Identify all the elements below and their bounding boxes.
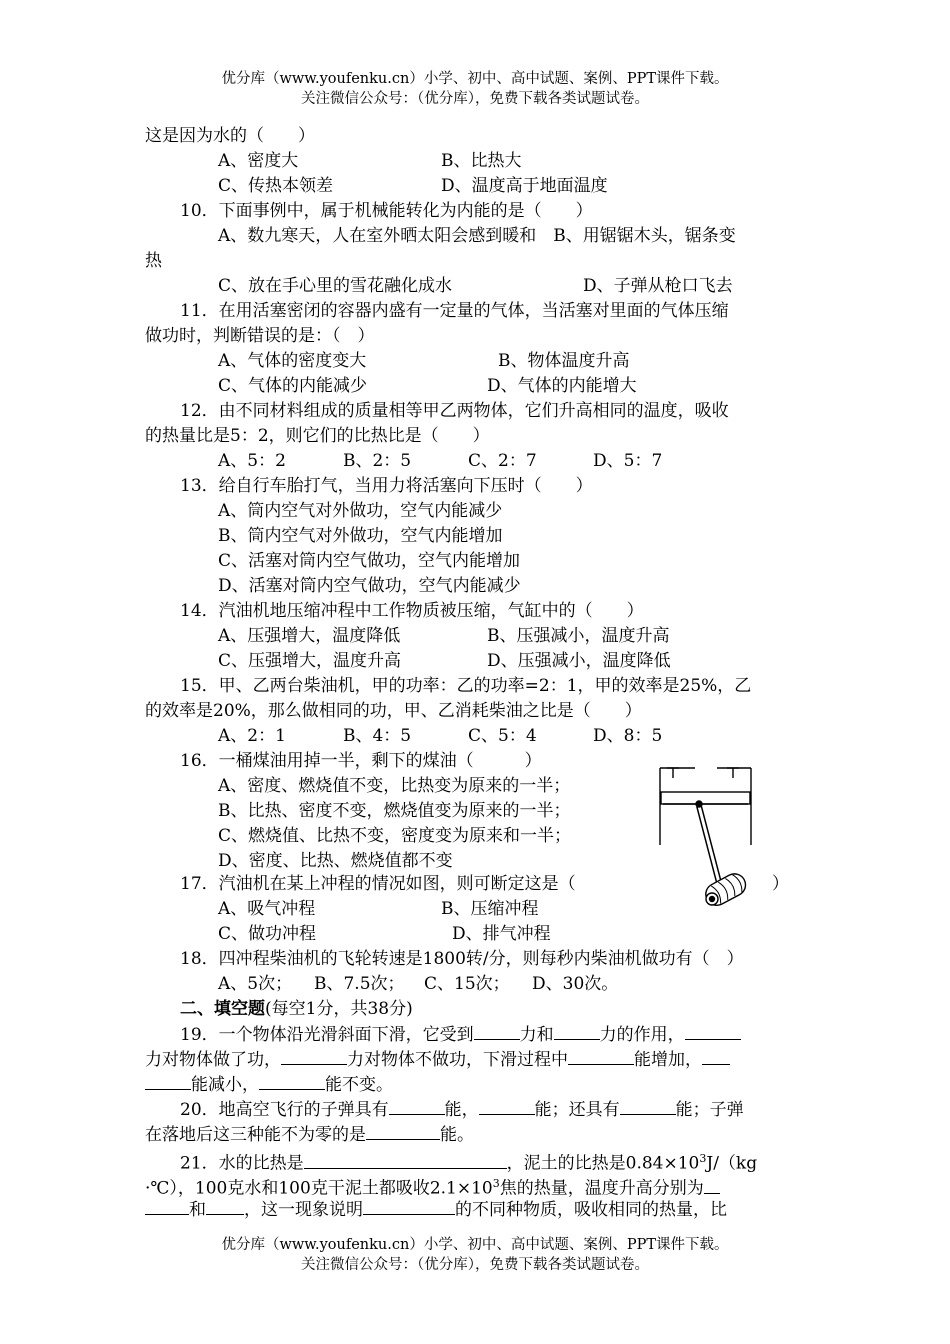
q12-option-b: B、2：5 xyxy=(343,451,412,471)
header-line-2: 关注微信公众号：（优分库），免费下载各类试题试卷。 xyxy=(301,91,649,107)
q21-line-1: 21．水的比热是 ，泥土的比热是$0.84\times 10^3J/(kg$ xyxy=(180,1152,758,1174)
section-2-note: (每空1分，共38分) xyxy=(265,999,413,1019)
q9-stem: 这是因为水的（ ） xyxy=(145,126,315,146)
q14-option-d: D、压强减小，温度降低 xyxy=(487,651,671,671)
q13-stem: 13．给自行车胎打气，当用力将活塞向下压时（ ） xyxy=(180,476,593,496)
q11-stem-1: 11．在用活塞密闭的容器内盛有一定量的气体，当活塞对里面的气体压缩 xyxy=(180,301,729,321)
header-line-1: 优分库（www.youfenku.cn）小学、初中、高中试题、案例、PPT课件下载。 xyxy=(221,71,729,87)
q9-option-d: D、温度高于地面温度 xyxy=(441,176,608,196)
q16-stem: 16．一桶煤油用掉一半，剩下的煤油（ ） xyxy=(180,751,542,771)
q16-option-c: C、燃烧值、比热不变，密度变为原来和一半； xyxy=(218,826,572,846)
section-2-title: 二、填空题 xyxy=(180,999,265,1019)
q14-option-a: A、压强增大，温度降低 xyxy=(218,626,401,646)
q21-line-2: ·℃），100克水和100克干泥土都吸收$2.1\times 10^3$焦的热量，温度升高分别为 xyxy=(145,1173,720,1200)
q15-stem-1: 15．甲、乙两台柴油机，甲的功率：乙的功率=2：1，甲的效率是25%，乙 xyxy=(180,676,752,696)
q16-option-b: B、比热、密度不变，燃烧值变为原来的一半； xyxy=(218,801,571,821)
q20-line-2: 在落地后这三种能不为零的是 能。 xyxy=(145,1125,474,1145)
q11-stem-2: 做功时，判断错误的是：（ ） xyxy=(145,326,375,346)
q11-option-c: C、气体的内能减少 xyxy=(218,376,368,396)
q18-option-b: B、7.5次； xyxy=(314,974,405,994)
q18-option-a: A、5次； xyxy=(218,974,293,994)
q19-line-1: 19．一个物体沿光滑斜面下滑，它受到 力和 力的作用， xyxy=(180,1023,741,1046)
q14-option-c: C、压强增大，温度升高 xyxy=(218,651,402,671)
q13-option-d: D、活塞对筒内空气做功，空气内能减少 xyxy=(218,576,521,596)
q12-option-a: A、5：2 xyxy=(218,451,286,471)
q16-option-a: A、密度、燃烧值不变，比热变为原来的一半； xyxy=(218,776,571,796)
q19-line-2: 力对物体做了功， 力对物体不做功，下滑过程中 能增加， xyxy=(145,1048,730,1071)
q10-option-c: C、放在手心里的雪花融化成水 xyxy=(218,276,453,296)
engine-cylinder-figure xyxy=(655,760,765,920)
q12-option-c: C、2：7 xyxy=(468,451,537,471)
q13-option-b: B、筒内空气对外做功，空气内能增加 xyxy=(218,526,503,546)
q11-option-a: A、气体的密度变大 xyxy=(218,351,367,371)
q17-stem: 17．汽油机在某上冲程的情况如图，则可断定这是（ xyxy=(180,874,576,894)
q13-option-c: C、活塞对筒内空气做功，空气内能增加 xyxy=(218,551,521,571)
q15-option-c: C、5：4 xyxy=(468,726,537,746)
q14-stem: 14．汽油机地压缩冲程中工作物质被压缩，气缸中的（ ） xyxy=(180,601,644,621)
section-2-heading xyxy=(180,998,413,1020)
q13-option-a: A、筒内空气对外做功，空气内能减少 xyxy=(218,501,503,521)
q12-stem-1: 12．由不同材料组成的质量相等甲乙两物体，它们升高相同的温度，吸收 xyxy=(180,401,729,421)
footer-line-2: 关注微信公众号：（优分库），免费下载各类试题试卷。 xyxy=(301,1257,649,1273)
q18-option-d: D、30次。 xyxy=(532,974,619,994)
q12-option-d: D、5：7 xyxy=(593,451,663,471)
q16-option-d: D、密度、比热、燃烧值都不变 xyxy=(218,851,453,871)
q11-option-b: B、物体温度升高 xyxy=(498,351,630,371)
q18-stem: 18．四冲程柴油机的飞轮转速是1800转/分，则每秒内柴油机做功有（ ） xyxy=(180,949,744,969)
q10-option-ab-cont: 热 xyxy=(145,251,162,271)
q17-stem-close: ） xyxy=(772,874,789,894)
q18-option-c: C、15次； xyxy=(424,974,510,994)
q19-line-3: 能减小， 能不变。 xyxy=(145,1073,393,1096)
q10-option-ab: A、数九寒天，人在室外晒太阳会感到暖和 B、用锯锯木头，锯条变 xyxy=(218,226,736,246)
q20-line-1: 20．地高空飞行的子弹具有 能， 能；还具有 能；子弹 xyxy=(180,1100,744,1120)
q15-option-a: A、2：1 xyxy=(218,726,286,746)
footer-line-1: 优分库（www.youfenku.cn）小学、初中、高中试题、案例、PPT课件下载。 xyxy=(221,1237,729,1253)
q9-option-b: B、比热大 xyxy=(441,151,522,171)
q15-stem-2: 的效率是20%，那么做相同的功，甲、乙消耗柴油之比是（ ） xyxy=(145,701,642,721)
q17-option-c: C、做功冲程 xyxy=(218,924,317,944)
q12-stem-2: 的热量比是5：2，则它们的比热比是（ ） xyxy=(145,426,490,446)
q10-stem: 10．下面事例中，属于机械能转化为内能的是（ ） xyxy=(180,201,593,221)
q10-option-d: D、子弹从枪口飞去 xyxy=(583,276,733,296)
q15-option-b: B、4：5 xyxy=(343,726,412,746)
q15-option-d: D、8：5 xyxy=(593,726,663,746)
q9-option-a: A、密度大 xyxy=(218,151,299,171)
q17-option-b: B、压缩冲程 xyxy=(441,899,539,919)
q9-option-c: C、传热本领差 xyxy=(218,176,334,196)
q17-option-d: D、排气冲程 xyxy=(452,924,551,944)
q11-option-d: D、气体的内能增大 xyxy=(487,376,637,396)
q17-option-a: A、吸气冲程 xyxy=(218,899,316,919)
q14-option-b: B、压强减小，温度升高 xyxy=(487,626,670,646)
q21-line-3: 和 ，这一现象说明 的不同种物质，吸收相同的热量，比 xyxy=(145,1198,727,1221)
